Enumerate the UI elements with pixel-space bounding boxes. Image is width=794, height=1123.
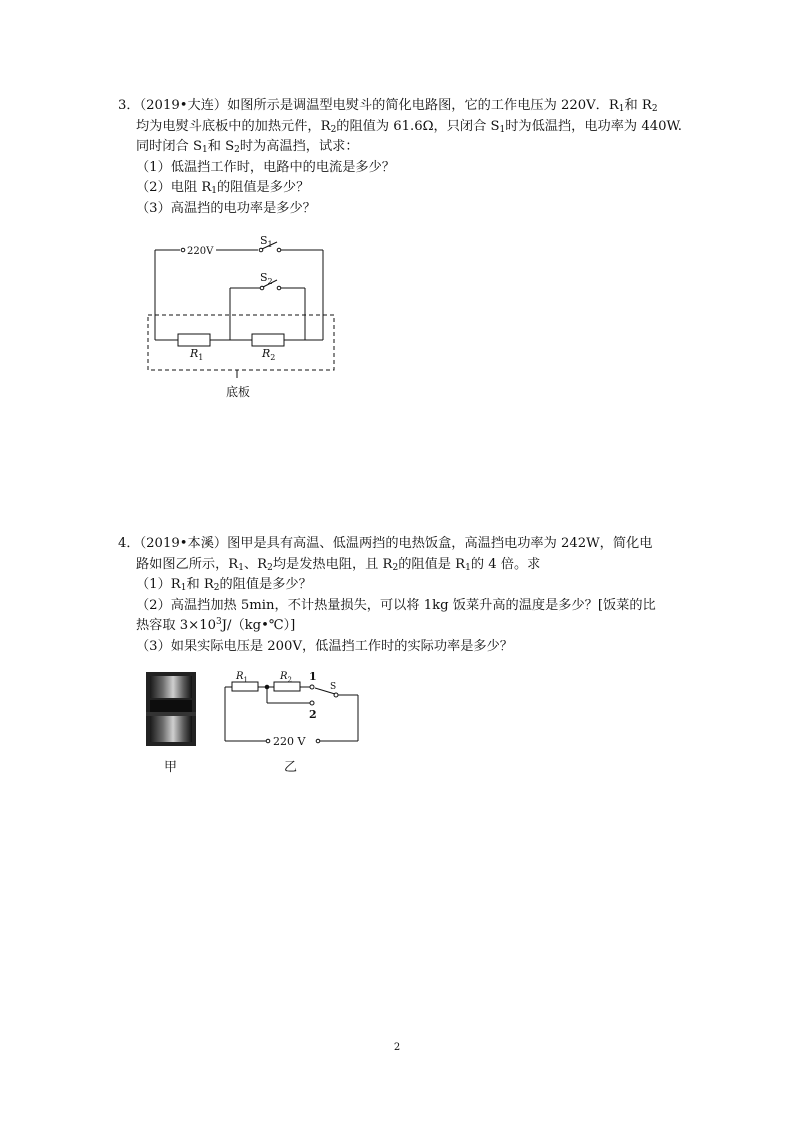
q4-circuit-diagram — [218, 670, 363, 750]
q4-sub-1: $(1)R_1$和 $R_2$的阻值是多少？ — [136, 577, 312, 593]
q3-s2-label: $S_2$ — [260, 271, 273, 286]
q4-line-2: 路如图乙所示，$R_1$、$R_2$均是发热电阻，且 $R_2$的阻值是 $R_1$的 4 倍。求 — [136, 556, 541, 573]
q3-sub-3: （3）高温挡的电功率是多少？ — [136, 200, 316, 216]
q4-voltage-label: 220 V — [273, 735, 306, 748]
q3-r2-label: $R_2$ — [262, 347, 276, 362]
q4-caption-a: 甲 — [164, 760, 178, 775]
q3-base-label: 底板 — [226, 385, 251, 399]
q3-line-2: 均为电熨斗底板中的加热元件，$R_2$的阻值为 61.6Ω，只闭合 $S_1$时为低温挡，电功率为 440W. — [136, 118, 682, 135]
q4-caption-b: 乙 — [284, 760, 298, 775]
q4-r2-label: $R_2$ — [280, 671, 292, 684]
q4-switch-label: S — [330, 682, 337, 692]
q3-line-3: 同时闭合 $S_1$和 $S_2$时为高温挡，试求： — [136, 139, 359, 155]
question-4 — [118, 534, 688, 657]
q4-pos2-label: 2 — [309, 708, 317, 721]
q3-sub-2: （2）电阻 $R_1$的阻值是多少？ — [136, 180, 310, 196]
q3-line-1: 3．（2019•大连）如图所示是调温型电熨斗的简化电路图，它的工作电压为 220V．$R_1$和 $R_2$ — [118, 98, 658, 114]
question-3 — [118, 96, 688, 219]
q3-r1-label: $R_1$ — [190, 347, 204, 362]
q3-voltage-label: 220V — [187, 246, 214, 257]
q3-sub-1: （1）低温挡工作时，电路中的电流是多少？ — [136, 159, 395, 175]
q4-line-1: 4．（2019•本溪）图甲是具有高温、低温两挡的电热饭盒，高温挡电功率为 242W，简化电 — [118, 536, 653, 551]
q3-s1-label: $S_1$ — [260, 234, 273, 249]
q4-lunchbox-photo — [146, 672, 196, 746]
q3-circuit-diagram — [140, 230, 350, 405]
q3-base-plate-box — [148, 315, 334, 370]
q4-sub-2-cont: 热容取 $3\times 10^3J/(kg•℃)$] — [136, 617, 296, 633]
q4-r1-label: $R_1$ — [236, 671, 248, 684]
q3-r2-resistor — [252, 334, 284, 346]
q4-sub-2: （2）高温挡加热 5min，不计热量损失，可以将 1kg 饭菜升高的温度是多少？[饭菜的比 — [136, 597, 656, 613]
q4-pos1-label: 1 — [309, 670, 317, 683]
page-number: 2 — [393, 1042, 401, 1053]
q4-sub-3: （3）如果实际电压是 200V，低温挡工作时的实际功率是多少？ — [136, 638, 513, 654]
q3-r1-resistor — [178, 334, 210, 346]
